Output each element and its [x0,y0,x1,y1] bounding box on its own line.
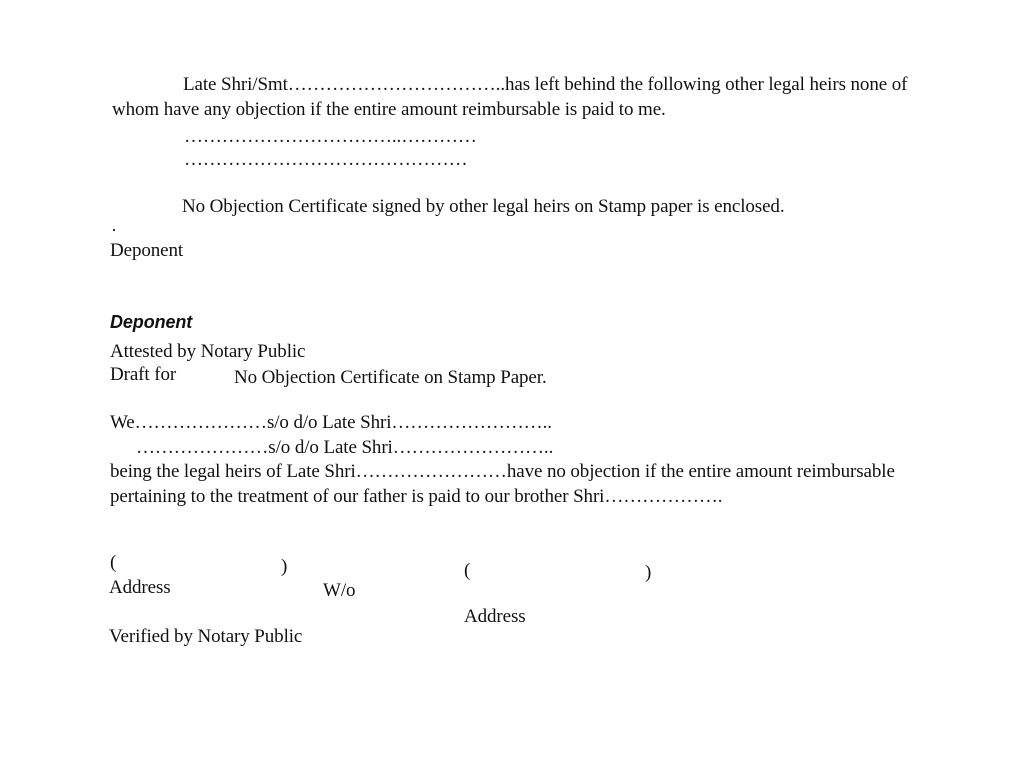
stray-dot [113,229,115,231]
left-signature-open-paren: ( [110,552,117,573]
verified-text: Verified by Notary Public [109,626,303,647]
body-line-1: We…………………s/o d/o Late Shri…………………….. [110,412,552,433]
heir-blank-line-1: ……………………………..………… [184,126,477,147]
wo-label: W/o [323,580,356,601]
left-signature-close-paren: ) [281,556,288,577]
heir-blank-line-2: ……………………………………… [184,149,468,170]
right-signature-open-paren: ( [464,560,471,581]
deponent-label: Deponent [110,240,184,261]
left-address-label: Address [109,577,171,598]
draft-title: No Objection Certificate on Stamp Paper. [234,367,547,388]
attested-text: Attested by Notary Public [110,341,306,362]
draft-for-label: Draft for [110,364,177,385]
deponent-heading: Deponent [110,312,193,332]
body-line-3: being the legal heirs of Late Shri……………………have no objection if the entire amount reimbursable [110,461,895,482]
body-line-2: …………………s/o d/o Late Shri…………………….. [136,437,554,458]
noc-enclosed-statement: No Objection Certificate signed by other legal heirs on Stamp paper is enclosed. [182,196,785,217]
intro-line-1: Late Shri/Smt……………………………..has left behind the following other legal heirs none of [183,74,908,95]
right-signature-close-paren: ) [645,562,652,583]
intro-line-2: whom have any objection if the entire amount reimbursable is paid to me. [112,99,666,120]
right-address-label: Address [464,606,526,627]
body-line-4: pertaining to the treatment of our father is paid to our brother Shri………………. [110,486,723,507]
